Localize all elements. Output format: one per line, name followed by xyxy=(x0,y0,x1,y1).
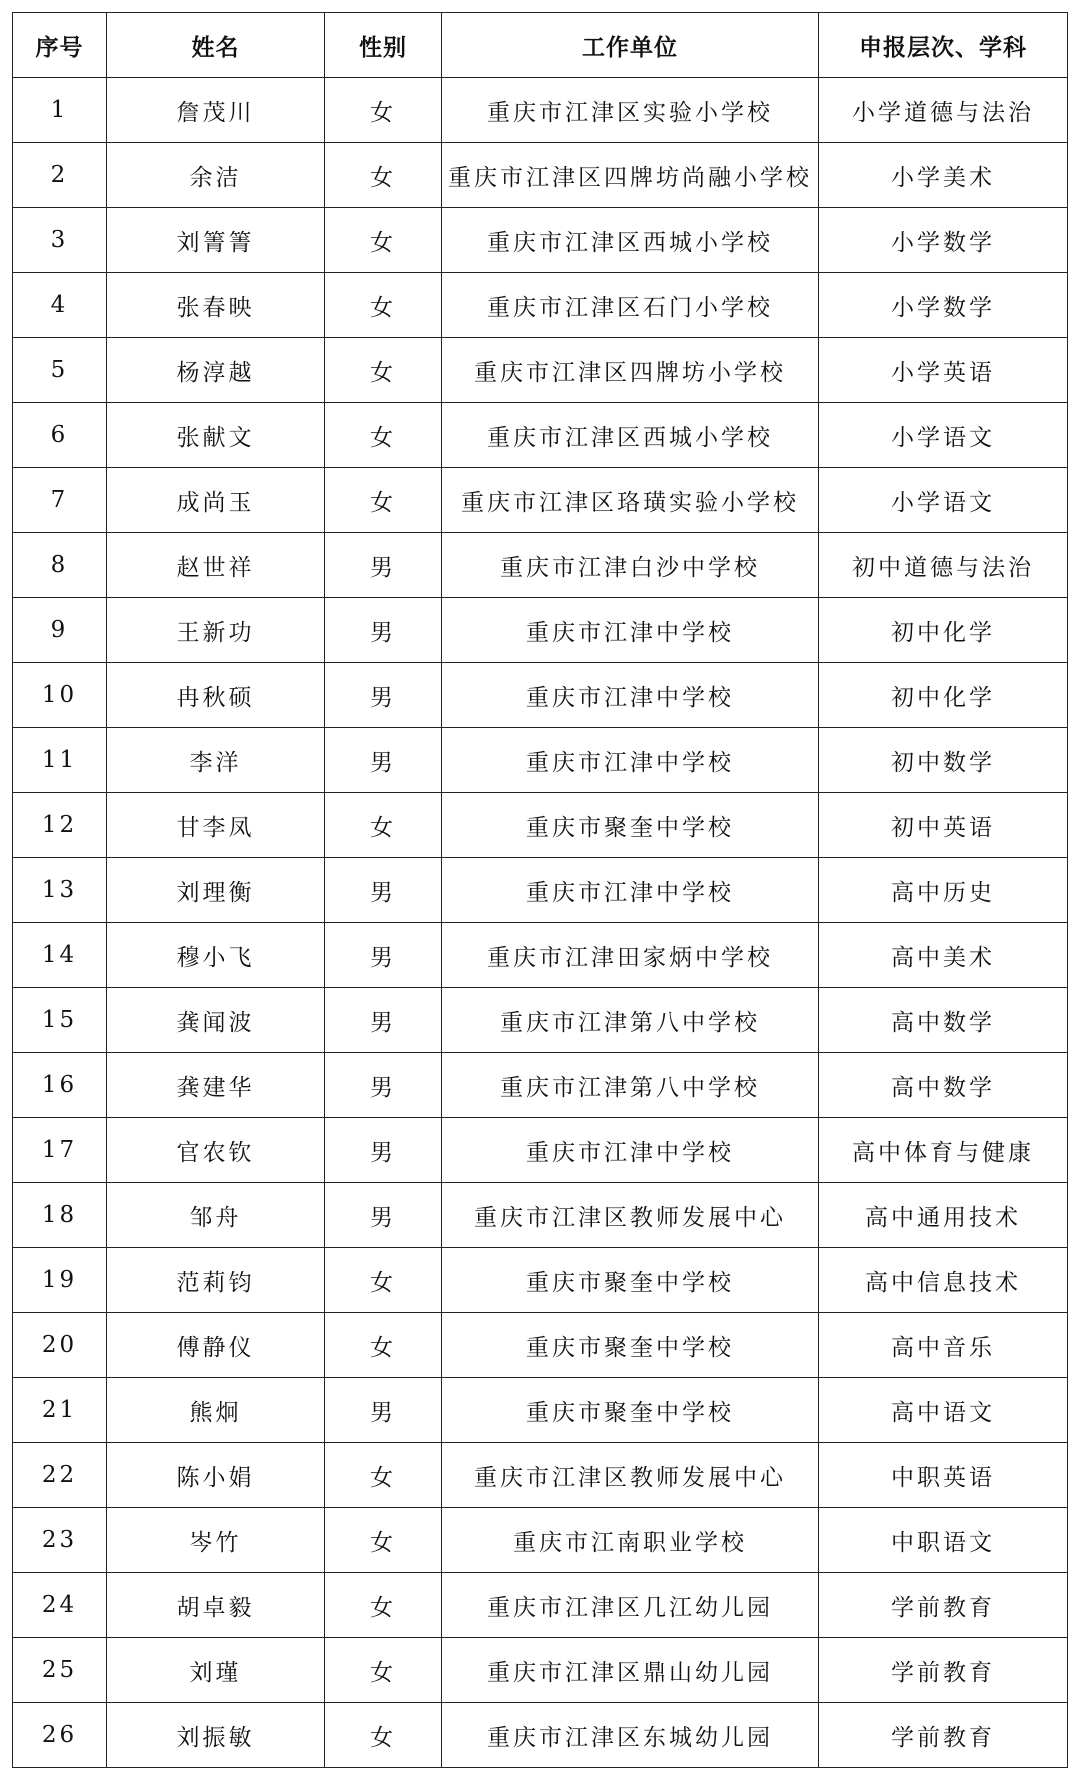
cell-gender: 女 xyxy=(325,1638,442,1703)
cell-workplace: 重庆市江津田家炳中学校 xyxy=(442,923,819,988)
cell-level-subject: 初中数学 xyxy=(819,728,1068,793)
cell-name: 岑竹 xyxy=(107,1508,325,1573)
cell-gender: 女 xyxy=(325,403,442,468)
cell-index: 24 xyxy=(13,1573,107,1638)
cell-workplace: 重庆市江津区教师发展中心 xyxy=(442,1183,819,1248)
cell-index: 21 xyxy=(13,1378,107,1443)
table-row xyxy=(13,1183,1068,1248)
cell-index: 10 xyxy=(13,663,107,728)
cell-gender: 女 xyxy=(325,143,442,208)
cell-level-subject: 小学道德与法治 xyxy=(819,78,1068,143)
table-row xyxy=(13,1248,1068,1313)
cell-workplace: 重庆市聚奎中学校 xyxy=(442,1378,819,1443)
cell-index: 8 xyxy=(13,533,107,598)
roster-table xyxy=(12,12,1068,1768)
cell-gender: 男 xyxy=(325,533,442,598)
cell-name: 龚建华 xyxy=(107,1053,325,1118)
cell-level-subject: 小学数学 xyxy=(819,273,1068,338)
table-row xyxy=(13,468,1068,533)
table-row xyxy=(13,598,1068,663)
cell-level-subject: 小学语文 xyxy=(819,403,1068,468)
cell-index: 6 xyxy=(13,403,107,468)
cell-level-subject: 学前教育 xyxy=(819,1573,1068,1638)
cell-gender: 男 xyxy=(325,1053,442,1118)
cell-workplace: 重庆市江津中学校 xyxy=(442,1118,819,1183)
table-row xyxy=(13,923,1068,988)
cell-workplace: 重庆市聚奎中学校 xyxy=(442,1313,819,1378)
cell-gender: 男 xyxy=(325,1118,442,1183)
table-row xyxy=(13,1313,1068,1378)
cell-workplace: 重庆市江津中学校 xyxy=(442,598,819,663)
cell-index: 17 xyxy=(13,1118,107,1183)
cell-gender: 女 xyxy=(325,1443,442,1508)
cell-workplace: 重庆市江津区几江幼儿园 xyxy=(442,1573,819,1638)
cell-gender: 男 xyxy=(325,923,442,988)
cell-workplace: 重庆市江津区珞璜实验小学校 xyxy=(442,468,819,533)
cell-workplace: 重庆市江津中学校 xyxy=(442,728,819,793)
cell-gender: 男 xyxy=(325,663,442,728)
cell-workplace: 重庆市江津中学校 xyxy=(442,663,819,728)
table-row xyxy=(13,1053,1068,1118)
cell-index: 2 xyxy=(13,143,107,208)
header-level-subject: 申报层次、学科 xyxy=(819,13,1068,78)
table-row xyxy=(13,728,1068,793)
cell-level-subject: 高中美术 xyxy=(819,923,1068,988)
cell-gender: 女 xyxy=(325,78,442,143)
cell-name: 张献文 xyxy=(107,403,325,468)
cell-workplace: 重庆市江津中学校 xyxy=(442,858,819,923)
cell-level-subject: 高中历史 xyxy=(819,858,1068,923)
cell-level-subject: 高中信息技术 xyxy=(819,1248,1068,1313)
cell-gender: 女 xyxy=(325,273,442,338)
cell-level-subject: 中职英语 xyxy=(819,1443,1068,1508)
cell-name: 刘理衡 xyxy=(107,858,325,923)
cell-gender: 男 xyxy=(325,1378,442,1443)
table-row xyxy=(13,143,1068,208)
cell-level-subject: 高中语文 xyxy=(819,1378,1068,1443)
header-gender: 性别 xyxy=(325,13,442,78)
cell-index: 13 xyxy=(13,858,107,923)
cell-gender: 男 xyxy=(325,728,442,793)
cell-gender: 男 xyxy=(325,988,442,1053)
table-header-row xyxy=(13,13,1068,78)
cell-index: 20 xyxy=(13,1313,107,1378)
header-name: 姓名 xyxy=(107,13,325,78)
cell-gender: 女 xyxy=(325,468,442,533)
cell-index: 22 xyxy=(13,1443,107,1508)
cell-gender: 女 xyxy=(325,1573,442,1638)
cell-index: 14 xyxy=(13,923,107,988)
cell-gender: 男 xyxy=(325,858,442,923)
table-row xyxy=(13,208,1068,273)
header-index: 序号 xyxy=(13,13,107,78)
table-row xyxy=(13,338,1068,403)
cell-gender: 女 xyxy=(325,793,442,858)
cell-workplace: 重庆市江津区四牌坊尚融小学校 xyxy=(442,143,819,208)
table-row xyxy=(13,988,1068,1053)
cell-gender: 女 xyxy=(325,1508,442,1573)
cell-name: 龚闻波 xyxy=(107,988,325,1053)
table-row xyxy=(13,858,1068,923)
table-row xyxy=(13,403,1068,468)
cell-gender: 女 xyxy=(325,208,442,273)
document-page xyxy=(12,12,1067,1768)
table-row xyxy=(13,273,1068,338)
cell-level-subject: 初中化学 xyxy=(819,598,1068,663)
cell-workplace: 重庆市江津区石门小学校 xyxy=(442,273,819,338)
cell-name: 甘李凤 xyxy=(107,793,325,858)
cell-level-subject: 小学语文 xyxy=(819,468,1068,533)
cell-workplace: 重庆市江津区教师发展中心 xyxy=(442,1443,819,1508)
cell-name: 范莉钧 xyxy=(107,1248,325,1313)
table-row xyxy=(13,1573,1068,1638)
table-row xyxy=(13,533,1068,598)
table-row xyxy=(13,1118,1068,1183)
cell-index: 25 xyxy=(13,1638,107,1703)
cell-index: 11 xyxy=(13,728,107,793)
cell-name: 冉秋硕 xyxy=(107,663,325,728)
cell-name: 余洁 xyxy=(107,143,325,208)
cell-level-subject: 高中体育与健康 xyxy=(819,1118,1068,1183)
cell-name: 胡卓毅 xyxy=(107,1573,325,1638)
cell-level-subject: 学前教育 xyxy=(819,1638,1068,1703)
cell-workplace: 重庆市江津区西城小学校 xyxy=(442,208,819,273)
cell-gender: 女 xyxy=(325,1313,442,1378)
cell-name: 官农钦 xyxy=(107,1118,325,1183)
cell-level-subject: 初中英语 xyxy=(819,793,1068,858)
cell-level-subject: 中职语文 xyxy=(819,1508,1068,1573)
cell-index: 16 xyxy=(13,1053,107,1118)
table-row xyxy=(13,1508,1068,1573)
table-body xyxy=(13,78,1068,1768)
cell-workplace: 重庆市聚奎中学校 xyxy=(442,1248,819,1313)
cell-index: 7 xyxy=(13,468,107,533)
cell-name: 赵世祥 xyxy=(107,533,325,598)
cell-level-subject: 高中数学 xyxy=(819,1053,1068,1118)
cell-workplace: 重庆市江津白沙中学校 xyxy=(442,533,819,598)
cell-level-subject: 小学英语 xyxy=(819,338,1068,403)
table-row xyxy=(13,1443,1068,1508)
cell-workplace: 重庆市江津区四牌坊小学校 xyxy=(442,338,819,403)
cell-index: 19 xyxy=(13,1248,107,1313)
table-row xyxy=(13,1638,1068,1703)
cell-workplace: 重庆市江南职业学校 xyxy=(442,1508,819,1573)
cell-level-subject: 高中数学 xyxy=(819,988,1068,1053)
cell-index: 5 xyxy=(13,338,107,403)
cell-index: 23 xyxy=(13,1508,107,1573)
cell-name: 李洋 xyxy=(107,728,325,793)
cell-level-subject: 初中道德与法治 xyxy=(819,533,1068,598)
cell-workplace: 重庆市江津第八中学校 xyxy=(442,988,819,1053)
cell-name: 成尚玉 xyxy=(107,468,325,533)
cell-level-subject: 小学数学 xyxy=(819,208,1068,273)
header-workplace: 工作单位 xyxy=(442,13,819,78)
table-row xyxy=(13,663,1068,728)
cell-name: 陈小娟 xyxy=(107,1443,325,1508)
cell-index: 12 xyxy=(13,793,107,858)
table-row xyxy=(13,1703,1068,1768)
cell-gender: 女 xyxy=(325,1703,442,1768)
cell-gender: 男 xyxy=(325,1183,442,1248)
cell-level-subject: 高中通用技术 xyxy=(819,1183,1068,1248)
cell-level-subject: 学前教育 xyxy=(819,1703,1068,1768)
cell-index: 3 xyxy=(13,208,107,273)
cell-name: 刘瑾 xyxy=(107,1638,325,1703)
cell-index: 15 xyxy=(13,988,107,1053)
cell-index: 1 xyxy=(13,78,107,143)
cell-level-subject: 小学美术 xyxy=(819,143,1068,208)
cell-gender: 男 xyxy=(325,598,442,663)
cell-name: 邹舟 xyxy=(107,1183,325,1248)
cell-level-subject: 高中音乐 xyxy=(819,1313,1068,1378)
cell-index: 4 xyxy=(13,273,107,338)
cell-name: 熊炯 xyxy=(107,1378,325,1443)
cell-workplace: 重庆市聚奎中学校 xyxy=(442,793,819,858)
cell-name: 杨淳越 xyxy=(107,338,325,403)
cell-index: 18 xyxy=(13,1183,107,1248)
cell-name: 詹茂川 xyxy=(107,78,325,143)
cell-workplace: 重庆市江津区西城小学校 xyxy=(442,403,819,468)
cell-workplace: 重庆市江津区实验小学校 xyxy=(442,78,819,143)
cell-level-subject: 初中化学 xyxy=(819,663,1068,728)
cell-workplace: 重庆市江津区东城幼儿园 xyxy=(442,1703,819,1768)
cell-gender: 女 xyxy=(325,1248,442,1313)
cell-index: 9 xyxy=(13,598,107,663)
table-row xyxy=(13,793,1068,858)
cell-name: 张春映 xyxy=(107,273,325,338)
cell-name: 穆小飞 xyxy=(107,923,325,988)
cell-name: 王新功 xyxy=(107,598,325,663)
cell-index: 26 xyxy=(13,1703,107,1768)
table-row xyxy=(13,78,1068,143)
table-row xyxy=(13,1378,1068,1443)
cell-workplace: 重庆市江津区鼎山幼儿园 xyxy=(442,1638,819,1703)
cell-workplace: 重庆市江津第八中学校 xyxy=(442,1053,819,1118)
cell-name: 刘振敏 xyxy=(107,1703,325,1768)
cell-name: 傅静仪 xyxy=(107,1313,325,1378)
cell-name: 刘箐箐 xyxy=(107,208,325,273)
cell-gender: 女 xyxy=(325,338,442,403)
